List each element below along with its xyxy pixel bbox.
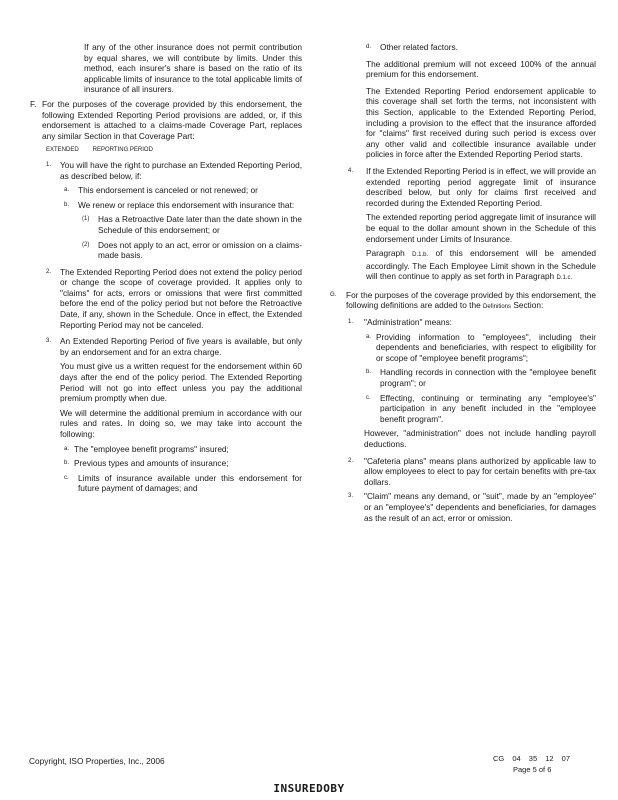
definition-1b: b. Handling records in connection with the "employee benefit program"; or <box>366 367 596 389</box>
form-number-block <box>493 753 576 775</box>
definition-1: 1. "Administration" means: <box>348 317 452 328</box>
section-f-item-1: 1. You will have the right to purchase an Extended Reporting Period, as described below, if: <box>46 159 302 181</box>
left-column <box>26 42 302 494</box>
section-f-item-4: 4. If the Extended Reporting Period is in effect, we will provide an extended reporting period aggregate limit of insurance described below, but only for claims first received and recorded during the Extended Reporting Period. The extended reporting period aggregate limit of insurance will be equal to the dollar amount shown in the Schedule of this endorsement under Limits of Insurance. Paragraph D.1.b. of this endorsement will be amended accordingly. The Each Employee Limit shown in the Schedule will then continue to apply as set forth in Paragraph D.1.c. <box>326 166 596 284</box>
extended-reporting-period-heading: EXTENDED REPORTING PERIOD <box>46 147 153 154</box>
definition-1c: c. Effecting, continuing or terminating any "employee's" participation in any benefit included in the "employee benefit program". <box>366 392 596 424</box>
section-f-item-3b: b. Previous types and amounts of insurance; <box>64 458 229 469</box>
other-insurance-paragraph: If any of the other insurance does not permit contribution by equal shares, we will contribute by limits. Under this method, each insurer's share is based on the ratio of its applicable limits of insurance to the total applicable limits of insurance of all insurers. <box>84 42 302 95</box>
page-number: Page 5 of 6 <box>513 765 552 774</box>
paragraph-amendment: Paragraph D.1.b. of this endorsement will be amended accordingly. The Each Employee Limit shown in the Schedule will then continue to apply as set forth in Paragraph D.1.c. <box>366 248 596 282</box>
section-f-item-1b1: (1) Has a Retroactive Date later than the date shown in the Schedule of this endorsement; or <box>82 214 302 235</box>
section-f-label: F. <box>30 98 37 109</box>
section-f-item-3d: d. Other related factors. <box>366 42 458 52</box>
section-f-item-3a: a. The "employee benefit programs" insured; <box>64 443 229 454</box>
section-f <box>26 99 302 141</box>
section-f-text: For the purposes of the coverage provided by this endorsement, the following Extended Reporting Period provisions are added, or, if this endorsement is attached to a claims-made Coverage Part, replaces any similar Section in that Coverage Part: <box>42 98 302 141</box>
section-f-item-3c: c. Limits of insurance available under this endorsement for future payment of damages; and <box>64 472 302 494</box>
section-f-item-3: 3. An Extended Reporting Period of five years is available, but only by an endorsement and for an extra charge. You must give us a written request for the endorsement within 60 days after the end of the policy period. The Extended Reporting Period will not go into effect unless you pay the additional premium promptly when due. We will determine the additional premium in accordance with our rules and rates. In doing so, we may take into account the following: <box>46 336 302 439</box>
right-column <box>326 42 596 523</box>
section-f-item-2: 2. The Extended Reporting Period does not extend the policy period or change the scope of coverage provided. It applies only to "claims" for acts, errors or omissions that were first committed before the end of the policy period but not before the Retroactive Date, if any, shown in the Schedule. Once in effect, the Extended Reporting Period may not be canceled. <box>46 266 302 330</box>
definition-2: 2. "Cafeteria plans" means plans authorized by applicable law to allow employees to elect to pay for certain benefits with pre-tax dollars. <box>348 455 596 487</box>
administration-exclusion: However, "administration" does not include handling payroll deductions. <box>364 428 596 449</box>
section-f-item-1b: b. We renew or replace this endorsement with insurance that: <box>64 199 295 210</box>
copyright-notice: Copyright, ISO Properties, Inc., 2006 <box>29 756 165 766</box>
erp-terms-paragraph: The Extended Reporting Period endorsement applicable to this coverage shall set forth the terms, not inconsistent with this Section, applicable to the Extended Reporting Period, including a provision to the effect that the insurance afforded for "claims" first received during such period is excess over any other valid and collectible insurance available under policies in force after the Extended Reporting Period starts. <box>366 85 596 160</box>
brand-watermark: INSUREDOBY <box>273 782 345 795</box>
premium-limit-paragraph: The additional premium will not exceed 100% of the annual premium for this endorsement. <box>366 58 596 80</box>
form-number: CG 04 35 12 07 <box>493 754 570 763</box>
section-f-item-1a: a. This endorsement is canceled or not renewed; or <box>64 185 258 196</box>
section-f-item-1b2: (2) Does not apply to an act, error or omission on a claims-made basis. <box>82 239 302 261</box>
section-g: G. For the purposes of the coverage provided by this endorsement, the following definitions are added to the Definitions Section: <box>330 289 596 311</box>
definition-3: 3. "Claim" means any demand, or "suit", made by an "employee" or an "employee's" dependents and beneficiaries, for damages as the result of an act, error or omission. <box>348 491 596 523</box>
definition-1a: a. Providing information to "employees", including their dependents and beneficiaries, with respect to eligibility for or scope of "employee benefit programs"; <box>366 331 596 363</box>
